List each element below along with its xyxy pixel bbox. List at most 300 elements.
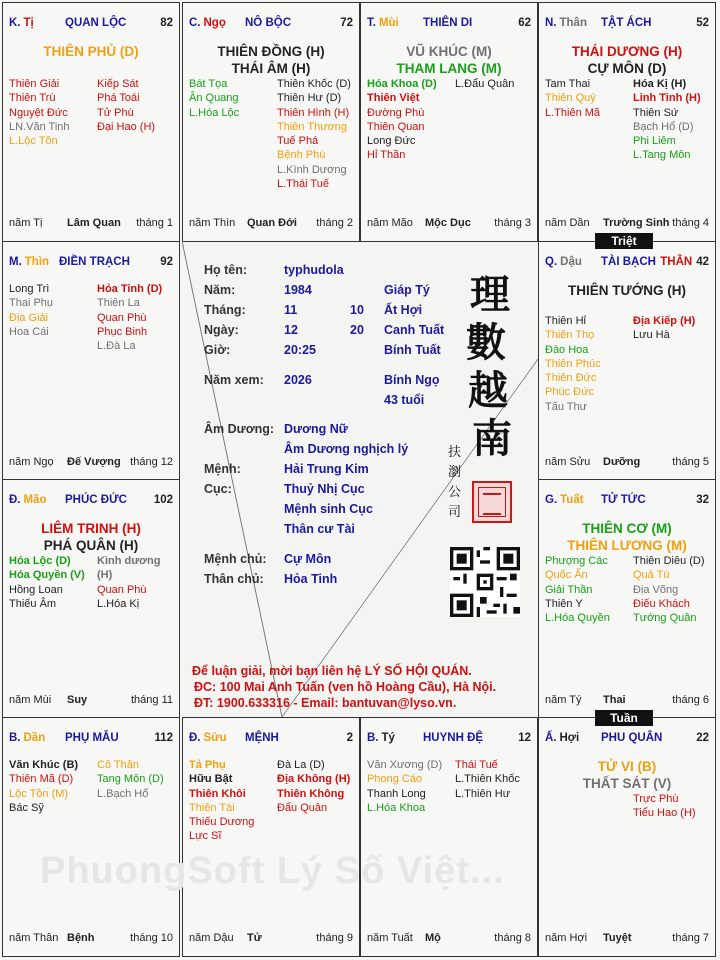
palace-phase: Dưỡng: [603, 456, 641, 468]
palace-number: [154, 494, 173, 506]
minor-star[interactable]: Hỉ Thần: [367, 149, 406, 162]
palace-number: [696, 494, 709, 506]
major-star[interactable]: PHÁ QUÂN (H): [43, 538, 139, 553]
palace-branch: [9, 494, 47, 506]
palace-number: [518, 17, 531, 29]
palace-branch-name: Tý: [381, 732, 395, 744]
palace-prefix: K.: [9, 17, 21, 29]
minor-star[interactable]: L.Hóa Khoa: [367, 801, 426, 814]
palace-branch-name: Mão: [23, 494, 47, 506]
minor-star[interactable]: Đào Hoa: [545, 343, 589, 356]
minor-star[interactable]: Thiếu Dương: [189, 816, 255, 829]
left-star-column: [9, 282, 53, 339]
major-stars: [539, 43, 715, 77]
palace-phase: Quan Đới: [247, 217, 297, 229]
major-stars: [183, 43, 359, 77]
palace-year: năm Sửu: [545, 456, 591, 468]
major-star[interactable]: LIÊM TRINH (H): [41, 521, 141, 536]
minor-star[interactable]: Hóa Kị (H): [633, 78, 687, 90]
left-star-column: [189, 77, 239, 120]
minor-star[interactable]: LN.Văn Tinh: [9, 120, 70, 133]
palace-phase: Suy: [67, 694, 88, 706]
info-value: typhudola: [284, 263, 344, 277]
palace-month: tháng 9: [316, 932, 353, 944]
left-star-column: [545, 77, 600, 120]
minor-star[interactable]: Thiên La: [97, 297, 140, 310]
minor-star[interactable]: Địa Giải: [9, 311, 49, 324]
info-label: Ngày:: [204, 323, 239, 337]
palace-num-value: 102: [153, 494, 173, 506]
palace-name: TÀI BẠCH: [601, 256, 656, 268]
cuc-relation: Mệnh sinh Cục: [284, 502, 373, 516]
palace-branch: [189, 732, 227, 744]
minor-star[interactable]: Văn Khúc (B): [9, 759, 79, 771]
major-star[interactable]: THIÊN ĐỒNG (H): [217, 44, 325, 59]
palace-branch: [367, 732, 395, 744]
palace-footer: [9, 217, 173, 231]
left-star-column: [9, 77, 70, 148]
info-label: Tháng:: [204, 303, 246, 317]
watermark: PhuongSoft Lý Số Việt...: [40, 850, 505, 892]
minor-star[interactable]: L.Thái Tuế: [277, 178, 329, 191]
major-star[interactable]: THẤT SÁT (V): [582, 776, 672, 791]
info-value: 1984: [284, 283, 312, 297]
major-stars: [539, 282, 715, 299]
minor-star[interactable]: Quan Phù: [97, 583, 147, 596]
palace-phase: Tử: [247, 932, 262, 944]
palace-header: [545, 17, 709, 31]
minor-star[interactable]: Kình dương (H): [97, 555, 161, 582]
info-value: 20:25: [284, 343, 316, 357]
major-stars: [361, 43, 537, 77]
palace-phase: Bệnh: [67, 932, 95, 944]
palace-tai-bach[interactable]: [538, 241, 716, 481]
palace-name: HUYNH ĐỆ: [423, 732, 484, 744]
palace-footer: [9, 694, 173, 708]
minor-star[interactable]: Tả Phụ: [189, 759, 226, 771]
minor-star[interactable]: Thiên Quan: [367, 120, 425, 133]
palace-year: năm Hợi: [545, 932, 588, 944]
palace-header: [545, 256, 709, 270]
major-star[interactable]: THIÊN PHỦ (D): [43, 44, 139, 59]
minor-star[interactable]: Thiên Thương: [277, 120, 348, 133]
palace-no-boc[interactable]: [182, 2, 360, 242]
minor-star[interactable]: L.Thiên Khốc: [455, 773, 520, 786]
palace-thien-di[interactable]: [360, 2, 538, 242]
palace-huynh-de[interactable]: [360, 717, 538, 957]
palace-num-value: 92: [160, 256, 173, 268]
palace-branch-name: Ngọ: [203, 17, 226, 29]
contact-line-1: Để luận giải, mời bạn liên hệ LÝ SỐ HỘI QUÁN.: [192, 664, 472, 678]
info-can-chi: Canh Tuất: [384, 323, 445, 337]
major-stars: [3, 43, 179, 60]
minor-star[interactable]: L.Hóa Quyền: [545, 612, 610, 625]
right-star-column: [455, 758, 520, 801]
minor-star[interactable]: Tử Phù: [97, 106, 134, 119]
palace-branch: [9, 732, 45, 744]
info-can-chi: Bính Ngọ: [384, 373, 440, 387]
minor-star[interactable]: Thiên Diêu (D): [633, 555, 705, 567]
than-cu: Thân cư Tài: [284, 522, 355, 536]
palace-name: QUAN LỘC: [65, 17, 127, 29]
menh-value: Hải Trung Kim: [284, 462, 369, 476]
info-label: Họ tên:: [204, 263, 248, 277]
palace-prefix: Đ.: [9, 494, 21, 506]
info-label: Giờ:: [204, 343, 231, 357]
palace-phuc-duc[interactable]: [2, 479, 180, 719]
palace-branch-name: Tuất: [560, 494, 584, 506]
minor-star[interactable]: Tấu Thư: [545, 400, 588, 413]
minor-star[interactable]: L.Bạch Hổ: [97, 787, 149, 800]
left-star-column: [9, 554, 85, 611]
palace-header: [545, 732, 709, 746]
seal-side-text: 扶 瀏 公 司: [448, 445, 462, 520]
info-can-chi: Bính Tuất: [384, 343, 441, 357]
palace-phu-mau[interactable]: [2, 717, 180, 957]
palace-branch-name: Dậu: [560, 256, 582, 268]
minor-star[interactable]: Quan Phù: [97, 311, 147, 324]
minor-star[interactable]: Bát Tọa: [189, 78, 228, 90]
left-star-column: [367, 77, 437, 163]
palace-month: tháng 3: [494, 217, 531, 229]
palace-number: [696, 732, 709, 744]
palace-month: tháng 7: [672, 932, 709, 944]
minor-star[interactable]: Hoa Cái: [9, 325, 49, 338]
minor-star[interactable]: Hóa Quyền (V): [9, 569, 85, 582]
palace-num-value: 52: [696, 17, 709, 29]
palace-month: tháng 12: [130, 456, 173, 468]
palace-branch-name: Sửu: [203, 732, 227, 744]
palace-menh[interactable]: [182, 717, 360, 957]
palace-number: [696, 17, 709, 29]
minor-star[interactable]: Lưu Hà: [633, 329, 670, 342]
info-value: 2026: [284, 373, 312, 387]
info-can-chi: Ất Hợi: [384, 303, 423, 317]
minor-star[interactable]: Cô Thần: [97, 759, 139, 771]
palace-footer: [545, 456, 709, 470]
palace-name: THIÊN DI: [423, 17, 473, 29]
minor-star[interactable]: Giải Thần: [545, 583, 593, 596]
palace-name: MỆNH: [245, 732, 279, 744]
minor-star[interactable]: Đà La (D): [277, 759, 325, 771]
info-value: 12: [284, 323, 298, 337]
major-stars: [539, 758, 715, 792]
minor-star[interactable]: L.Thiên Mã: [545, 106, 601, 119]
palace-prefix: Đ.: [189, 732, 201, 744]
minor-star[interactable]: Phi Liêm: [633, 135, 676, 148]
palace-month: tháng 2: [316, 217, 353, 229]
palace-num-value: 22: [696, 732, 709, 744]
palace-tat-ach[interactable]: [538, 2, 716, 242]
palace-prefix: Ấ.: [545, 732, 557, 744]
info-value-lunar: 20: [350, 323, 364, 337]
minor-star[interactable]: Đường Phù: [367, 106, 425, 119]
palace-branch: [9, 17, 34, 29]
palace-year: năm Thìn: [189, 217, 236, 229]
major-star[interactable]: THIÊN LƯƠNG (M): [567, 538, 687, 553]
info-can-chi: Giáp Tý: [384, 283, 430, 297]
palace-prefix: Q.: [545, 256, 558, 268]
palace-prefix: T.: [367, 17, 376, 29]
minor-star[interactable]: Thiếu Âm: [9, 597, 57, 610]
major-star[interactable]: VŨ KHÚC (M): [406, 44, 492, 59]
minor-star[interactable]: Tam Thai: [545, 78, 591, 90]
palace-year: năm Mùi: [9, 694, 52, 706]
minor-star[interactable]: Địa Võng: [633, 583, 679, 596]
palace-month: tháng 4: [672, 217, 709, 229]
than-chu-label: Thân chủ:: [204, 572, 264, 586]
minor-star[interactable]: L.Lộc Tồn: [9, 135, 58, 148]
minor-star[interactable]: Phúc Đức: [545, 386, 594, 399]
minor-star[interactable]: Tang Môn (D): [97, 773, 164, 786]
minor-star[interactable]: Điếu Khách: [633, 597, 690, 610]
minor-star[interactable]: L.Thiên Hư: [455, 787, 511, 800]
minor-star[interactable]: Thai Phụ: [9, 297, 54, 310]
center-info-panel: [182, 241, 538, 717]
palace-year: năm Ngọ: [9, 456, 54, 468]
minor-star[interactable]: Bệnh Phù: [277, 149, 326, 162]
minor-star[interactable]: Thiên Khôi: [189, 787, 246, 800]
info-label: Năm xem:: [204, 373, 264, 387]
palace-number: [340, 17, 353, 29]
palace-month: tháng 5: [672, 456, 709, 468]
palace-phase: Trường Sinh: [603, 217, 670, 229]
contact-info: [192, 663, 496, 711]
than-marker: THÂN: [660, 256, 693, 268]
palace-month: tháng 11: [130, 694, 173, 706]
minor-star[interactable]: Thiên Hình (H): [277, 106, 350, 119]
than-chu-value: Hỏa Tinh: [284, 572, 338, 586]
minor-star[interactable]: Hóa Khoa (D): [367, 78, 437, 90]
palace-number: [160, 17, 173, 29]
minor-star[interactable]: Hóa Lộc (D): [9, 555, 71, 567]
minor-star[interactable]: Phong Cáo: [367, 773, 423, 786]
ly-so-viet-nam-logo: 理 數 越 南: [466, 271, 512, 462]
palace-header: [9, 17, 173, 31]
contact-line-3: ĐT: 1900.633316 - Email: bantuvan@lyso.vn.: [194, 696, 457, 710]
palace-year: năm Mão: [367, 217, 413, 229]
menh-chu-label: Mệnh chủ:: [204, 552, 267, 566]
minor-star[interactable]: L.Tang Môn: [633, 149, 691, 162]
palace-year: năm Tý: [545, 694, 582, 706]
palace-header: [545, 494, 709, 508]
palace-num-value: 2: [346, 732, 353, 744]
info-can-chi: 43 tuổi: [384, 393, 425, 407]
minor-star[interactable]: L.Đẩu Quân: [455, 78, 515, 90]
palace-number: [154, 732, 173, 744]
minor-star[interactable]: Long Trì: [9, 283, 50, 295]
contact-line-2: ĐC: 100 Mai Anh Tuấn (ven hồ Hoàng Cầu), Hà Nội.: [194, 680, 497, 694]
palace-num-value: 12: [518, 732, 531, 744]
palace-branch-name: Thân: [559, 17, 587, 29]
palace-year: năm Tuất: [367, 932, 413, 944]
palace-footer: [189, 217, 353, 231]
minor-star[interactable]: Lực Sĩ: [189, 830, 222, 843]
right-star-column: [277, 77, 351, 191]
minor-star[interactable]: Hồng Loan: [9, 583, 63, 596]
minor-star[interactable]: Thiên Mã (D): [9, 773, 74, 786]
minor-star[interactable]: Phượng Các: [545, 555, 608, 567]
minor-star[interactable]: L.Hóa Kị: [97, 597, 140, 610]
major-star[interactable]: THÁI ÂM (H): [231, 61, 311, 76]
palace-branch-name: Mùi: [378, 17, 399, 29]
palace-num-value: 42: [696, 256, 709, 268]
info-value: 11: [284, 303, 298, 317]
palace-footer: [367, 932, 531, 946]
palace-prefix: C.: [189, 17, 201, 29]
minor-star[interactable]: Thanh Long: [367, 787, 426, 800]
minor-star[interactable]: Bạch Hổ (D): [633, 120, 694, 133]
palace-number: [347, 732, 353, 744]
palace-branch-name: Thìn: [24, 256, 50, 268]
minor-star[interactable]: Phục Binh: [97, 325, 148, 338]
palace-phase: Tuyệt: [603, 932, 632, 944]
minor-star[interactable]: Tướng Quân: [633, 612, 697, 625]
minor-star[interactable]: Thiên Trù: [9, 92, 56, 105]
minor-star[interactable]: Thiên Không: [277, 787, 345, 800]
minor-star[interactable]: Thiên Hỉ: [545, 315, 586, 327]
minor-star[interactable]: Thiên Phúc: [545, 357, 601, 370]
right-star-column: [633, 554, 705, 625]
left-star-column: [367, 758, 442, 815]
major-stars: [539, 520, 715, 554]
minor-star[interactable]: Thiên Thọ: [545, 329, 595, 342]
palace-num-value: 82: [160, 17, 173, 29]
right-star-column: [97, 554, 173, 611]
minor-star[interactable]: Kiếp Sát: [97, 78, 139, 90]
major-star[interactable]: THIÊN CƠ (M): [582, 521, 672, 536]
am-duong-value: Dương Nữ: [284, 422, 348, 436]
red-seal: [472, 481, 512, 523]
palace-quan-loc[interactable]: [2, 2, 180, 242]
minor-star[interactable]: Đẩu Quân: [277, 801, 328, 814]
minor-star[interactable]: Địa Không (H): [277, 773, 351, 786]
minor-star[interactable]: Hữu Bật: [189, 773, 233, 786]
minor-star[interactable]: Thiên Quý: [545, 92, 596, 105]
tuan-marker: Tuần: [595, 710, 653, 726]
minor-star[interactable]: Hỏa Tinh (D): [97, 283, 163, 295]
palace-month: tháng 6: [672, 694, 709, 706]
minor-star[interactable]: L.Kình Dương: [277, 163, 347, 176]
minor-star[interactable]: L.Đà La: [97, 340, 136, 353]
major-star[interactable]: CỰ MÔN (D): [587, 61, 667, 76]
right-star-column: [277, 758, 350, 815]
minor-star[interactable]: Nguyệt Đức: [9, 106, 68, 119]
minor-star[interactable]: Thái Tuế: [455, 759, 498, 771]
palace-branch: [367, 17, 399, 29]
left-star-column: [545, 554, 610, 625]
palace-dien-trach[interactable]: [2, 241, 180, 481]
minor-star[interactable]: Thiên Y: [545, 597, 583, 610]
minor-star[interactable]: Trực Phù: [633, 793, 679, 805]
minor-star[interactable]: Đại Hao (H): [97, 120, 156, 133]
palace-num-value: 112: [154, 732, 173, 744]
menh-label: Mệnh:: [204, 462, 241, 476]
palace-phu-quan[interactable]: [538, 717, 716, 957]
major-star[interactable]: THAM LANG (M): [396, 61, 502, 76]
palace-num-value: 32: [696, 494, 709, 506]
palace-name: NÔ BỘC: [245, 17, 291, 29]
minor-star[interactable]: Thiên Sứ: [633, 106, 679, 119]
am-duong-label: Âm Dương:: [204, 422, 275, 436]
minor-star[interactable]: Long Đức: [367, 135, 416, 148]
palace-prefix: B.: [9, 732, 21, 744]
major-star[interactable]: THÁI DƯƠNG (H): [571, 44, 683, 59]
palace-num-value: 62: [518, 17, 531, 29]
minor-star[interactable]: Tiểu Hao (H): [633, 807, 696, 820]
minor-star[interactable]: Thiên Hư (D): [277, 92, 342, 105]
palace-branch-name: Dần: [23, 732, 46, 744]
right-star-column: [633, 314, 695, 343]
left-star-column: [545, 314, 601, 414]
minor-star[interactable]: Địa Kiếp (H): [633, 315, 696, 327]
minor-star[interactable]: Thiên Việt: [367, 92, 420, 105]
palace-prefix: B.: [367, 732, 379, 744]
palace-month: tháng 10: [130, 932, 173, 944]
palace-header: [189, 17, 353, 31]
palace-number: [160, 256, 173, 268]
major-star[interactable]: TỬ VI (B): [597, 759, 657, 774]
minor-star[interactable]: Thiên Đức: [545, 372, 597, 385]
palace-year: năm Thân: [9, 932, 59, 944]
qr-code[interactable]: [450, 547, 520, 617]
palace-footer: [9, 456, 173, 470]
palace-header: [189, 732, 353, 746]
cuc-value: Thuỷ Nhị Cục: [284, 482, 365, 496]
palace-footer: [189, 932, 353, 946]
palace-name: TỬ TỨC: [601, 494, 646, 506]
minor-star[interactable]: Quả Tú: [633, 569, 670, 582]
minor-star[interactable]: Văn Xương (D): [367, 759, 443, 771]
palace-number: [660, 256, 709, 268]
palace-branch: [545, 256, 582, 268]
palace-branch: [545, 732, 579, 744]
palace-branch: [189, 17, 226, 29]
major-star[interactable]: THIÊN TƯỚNG (H): [568, 283, 686, 298]
palace-name: TẬT ÁCH: [601, 17, 652, 29]
palace-footer: [545, 694, 709, 708]
minor-star[interactable]: Thiên Tài: [189, 801, 235, 814]
palace-branch: [9, 256, 49, 268]
minor-star[interactable]: Ân Quang: [189, 92, 239, 105]
minor-star[interactable]: Bác Sỹ: [9, 801, 44, 814]
palace-phase: Mộc Dục: [425, 217, 471, 229]
left-star-column: [9, 758, 78, 815]
palace-year: năm Tị: [9, 217, 43, 229]
minor-star[interactable]: Thiên Giải: [9, 78, 60, 90]
minor-star[interactable]: Linh Tinh (H): [633, 92, 701, 105]
palace-header: [367, 17, 531, 31]
palace-header: [9, 256, 173, 270]
minor-star[interactable]: Phá Toái: [97, 92, 140, 105]
palace-prefix: M.: [9, 256, 22, 268]
palace-year: năm Dậu: [189, 932, 234, 944]
minor-star[interactable]: Thiên Khốc (D): [277, 78, 351, 90]
minor-star[interactable]: Tuế Phá: [277, 135, 319, 148]
am-duong-note: Âm Dương nghịch lý: [284, 442, 409, 456]
palace-footer: [545, 217, 709, 231]
right-star-column: [633, 792, 696, 821]
palace-name: PHÚC ĐỨC: [65, 494, 127, 506]
palace-tu-tuc[interactable]: [538, 479, 716, 719]
minor-star[interactable]: Lộc Tồn (M): [9, 787, 69, 800]
palace-name: ĐIỀN TRẠCH: [59, 256, 130, 268]
major-stars: [3, 520, 179, 554]
minor-star[interactable]: Quốc Ấn: [545, 569, 588, 582]
cuc-label: Cục:: [204, 482, 232, 496]
palace-footer: [545, 932, 709, 946]
minor-star[interactable]: L.Hóa Lộc: [189, 106, 240, 119]
